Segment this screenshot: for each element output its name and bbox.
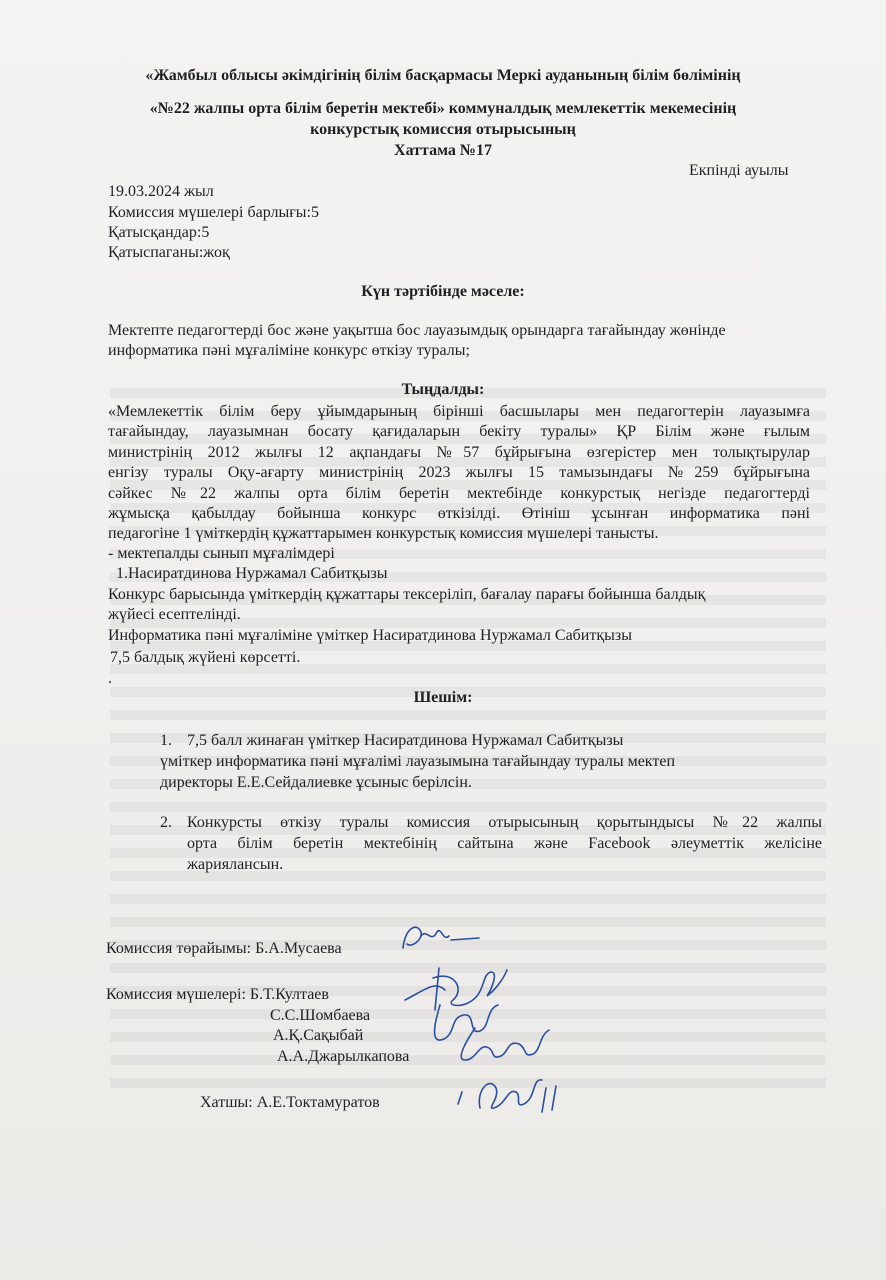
agenda-line-1: Мектепте педагогтерді бос және уақытша бос лауазымдық орындарга тағайындау жөнінде <box>108 322 726 339</box>
absent-count: Қатыспаганы:жоқ <box>108 244 230 261</box>
decision-item-1-line-2: үміткер информатика пәні мұғалімі лауазымына тағайындау туралы мектеп <box>160 753 676 770</box>
process-line-2: жүйесі есептелінді. <box>108 606 241 623</box>
teacher-category: - мектепалды сынып мұғалімдері <box>108 545 335 562</box>
decision-item-2-number: 2. <box>160 814 172 831</box>
member-sakybai: А.Қ.Сақыбай <box>273 1027 364 1044</box>
present-count: Қатысқандар:5 <box>108 224 210 241</box>
heard-line-5: сәйкес №22 жалпы орта білім беретін мектебінде конкурстық негізде педагогтерді <box>108 485 810 502</box>
agenda-heading: Күн тәртібінде мәселе: <box>361 283 525 300</box>
decision-item-1-number: 1. <box>160 732 172 749</box>
members-signature-line: Комиссия мүшелері: Б.Т.Култаев <box>106 986 329 1003</box>
secretary-signature <box>450 1068 570 1120</box>
decision-item-1-line-1: 7,5 балл жинаған үміткер Насиратдинова Нуржамал Сабитқызы <box>187 732 624 749</box>
protocol-title: Хаттама №17 <box>394 142 492 159</box>
heard-heading: Тыңдалды: <box>401 381 485 398</box>
decision-heading: Шешім: <box>413 689 473 706</box>
heard-line-1: «Мемлекеттік білім беру ұйымдарының бірінші басшылары мен педагогтерін лауазымға <box>108 403 810 420</box>
result-line-1: Информатика пәні мұғаліміне үміткер Насиратдинова Нуржамал Сабитқызы <box>108 627 632 644</box>
header-line-3: конкурстық комиссия отырысының <box>310 121 576 138</box>
process-line-1: Конкурс барысында үміткердің құжаттары тексеріліп, бағалау парағы бойынша балдық <box>108 586 706 603</box>
result-line-2: 7,5 балдық жүйені көрсетті. <box>110 649 301 666</box>
chair-signature-line: Комиссия төрайымы: Б.А.Мусаева <box>106 940 342 957</box>
candidate-name: 1.Насиратдинова Нуржамал Сабитқызы <box>116 565 388 582</box>
stray-dot: . <box>108 670 112 687</box>
decision-item-2-line-1: Конкурсты өткізу туралы комиссия отырысының қорытындысы №22 жалпы <box>187 814 822 831</box>
heard-line-7: педагогіне 1 үміткердің құжаттарымен конкурстық комиссия мүшелері танысты. <box>108 525 659 542</box>
chair-signature <box>395 918 485 960</box>
heard-line-6: жұмысқа қабылдау бойынша конкурс өткізілді. Өтініш ұсынған информатика пәні <box>108 505 810 522</box>
decision-item-2-line-2: орта білім беретін мектебінің сайтына және Facebook әлеуметтік желісіне <box>187 835 822 852</box>
heard-line-4: енгізу туралы Оқу-ағарту министрінің 2023 жылғы 15 тамызындағы №259 бұйрығына <box>108 464 810 481</box>
decision-item-2-line-3: жариялансын. <box>187 856 284 873</box>
secretary-signature-line: Хатшы: А.Е.Токтамуратов <box>200 1094 380 1111</box>
heard-line-2: тағайындау, лауазымнан босату қағидаларын бекіту туралы» ҚР Білім және ғылым <box>108 423 810 440</box>
agenda-line-2: информатика пәні мұғаліміне конкурс өткізу туралы; <box>108 342 470 359</box>
header-line-1: «Жамбыл облысы әкімдігінің білім басқармасы Меркі ауданының білім бөлімінің <box>145 67 741 84</box>
heard-line-3: министрінің 2012 жылғы 12 ақпандағы №57 бұйрығына өзгерістер мен толықтырулар <box>108 444 810 461</box>
header-line-2: «№22 жалпы орта білім беретін мектебі» коммуналдық мемлекеттік мекемесінің <box>149 100 737 117</box>
decision-item-1-line-3: директоры Е.Е.Сейдалиевке ұсыныс берілсін. <box>160 774 472 791</box>
member-dzharylkapova: А.А.Джарылкапова <box>277 1048 410 1065</box>
place-label: Екпінді ауылы <box>689 162 789 179</box>
member-signature-dzharylkapova <box>445 1020 555 1070</box>
member-shombaeva: С.С.Шомбаева <box>270 1007 371 1024</box>
members-total: Комиссия мүшелері барлығы:5 <box>108 204 319 221</box>
date: 19.03.2024 жыл <box>108 183 214 200</box>
